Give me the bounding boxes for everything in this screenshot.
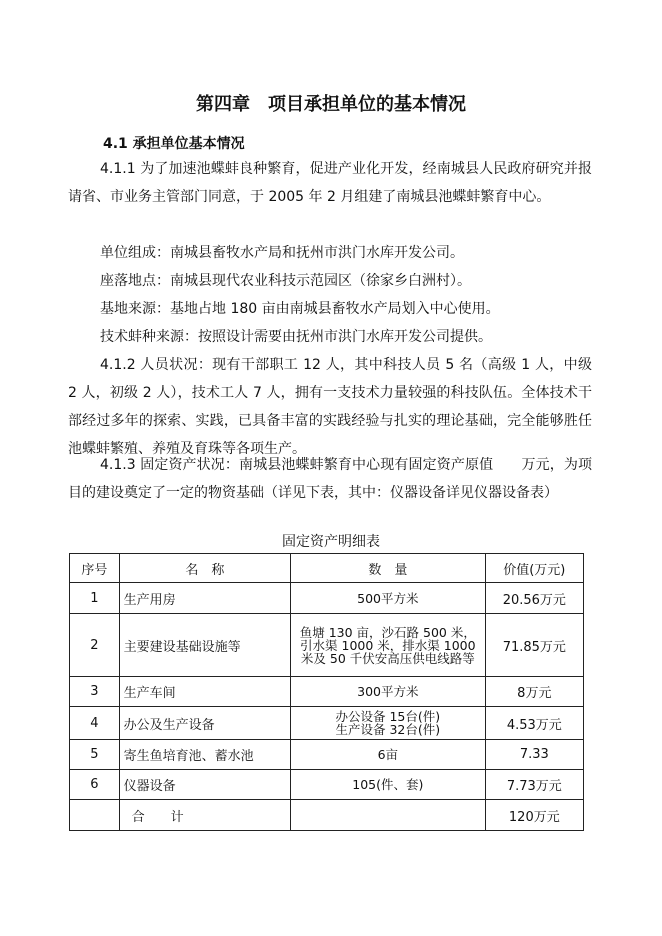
row-qty: 6亩 — [291, 740, 486, 770]
row-no: 6 — [70, 770, 120, 800]
unit-composition-line: 单位组成：南城县畜牧水产局和抚州市洪门水库开发公司。 — [100, 245, 464, 261]
row-qty: 105(件、套) — [291, 770, 486, 800]
table-caption: 固定资产明细表 — [282, 534, 380, 550]
fixed-assets-table — [69, 553, 584, 831]
header-no: 序号 — [70, 554, 120, 583]
row-value: 4.53万元 — [485, 707, 583, 740]
row-no: 4 — [70, 707, 120, 740]
total-value: 120万元 — [485, 800, 583, 831]
row-no: 2 — [70, 614, 120, 677]
row-value: 71.85万元 — [485, 614, 583, 677]
header-value: 价值(万元) — [485, 554, 583, 583]
row-name: 生产车间 — [119, 677, 290, 707]
total-qty — [291, 800, 486, 831]
row-qty: 500平方米 — [291, 583, 486, 614]
row-value: 20.56万元 — [485, 583, 583, 614]
row-qty: 办公设备 15台(件) 生产设备 32台(件) — [291, 707, 486, 740]
total-label: 合 计 — [119, 800, 290, 831]
table-row — [70, 583, 584, 614]
row-no: 3 — [70, 677, 120, 707]
row-value: 7.33 — [485, 740, 583, 770]
row-qty: 鱼塘 130 亩，沙石路 500 米，引水渠 1000 米，排水渠 1000 米及 50 千伏安高压供电线路等 — [291, 614, 486, 677]
row-qty: 300平方米 — [291, 677, 486, 707]
section-heading: 4.1 承担单位基本情况 — [103, 136, 245, 152]
row-no: 5 — [70, 740, 120, 770]
row-name: 生产用房 — [119, 583, 290, 614]
base-source-line: 基地来源：基地占地 180 亩由南城县畜牧水产局划入中心使用。 — [100, 301, 500, 317]
table-row — [70, 770, 584, 800]
row-name: 主要建设基础设施等 — [119, 614, 290, 677]
table-row — [70, 614, 584, 677]
header-name: 名 称 — [119, 554, 290, 583]
table-total-row — [70, 800, 584, 831]
paragraph-4-1-2: 4.1.2 人员状况：现有干部职工 12 人，其中科技人员 5 名（高级 1 人，中级 2 人，初级 2 人），技术工人 7 人，拥有一支技术力量较强的科技队伍。全体技术干部经过多年的探索、实践，已具备丰富的实践经验与扎实的理论基础，完全能够胜任池蝶蚌繁殖、养殖及育珠等各项生产。 — [68, 357, 592, 457]
row-name: 办公及生产设备 — [119, 707, 290, 740]
mussel-source-line: 技术蚌种来源：按照设计需要由抚州市洪门水库开发公司提供。 — [100, 329, 492, 345]
location-line: 座落地点：南城县现代农业科技示范园区（徐家乡白洲村）。 — [100, 273, 471, 289]
table-row — [70, 707, 584, 740]
row-name: 仪器设备 — [119, 770, 290, 800]
row-value: 8万元 — [485, 677, 583, 707]
chapter-title: 第四章 项目承担单位的基本情况 — [196, 94, 466, 115]
table-header-row — [70, 554, 584, 583]
paragraph-4-1-3: 4.1.3 固定资产状况：南城县池蝶蚌繁育中心现有固定资产原值 万元，为项目的建设奠定了一定的物资基础（详见下表，其中：仪器设备详见仪器设备表） — [68, 457, 592, 501]
table-row — [70, 740, 584, 770]
row-value: 7.73万元 — [485, 770, 583, 800]
total-no — [70, 800, 120, 831]
header-qty: 数 量 — [291, 554, 486, 583]
paragraph-4-1-1: 4.1.1 为了加速池蝶蚌良种繁育，促进产业化开发，经南城县人民政府研究并报请省、市业务主管部门同意，于 2005 年 2 月组建了南城县池蝶蚌繁育中心。 — [68, 161, 592, 205]
table-row — [70, 677, 584, 707]
row-no: 1 — [70, 583, 120, 614]
row-name: 寄生鱼培育池、蓄水池 — [119, 740, 290, 770]
